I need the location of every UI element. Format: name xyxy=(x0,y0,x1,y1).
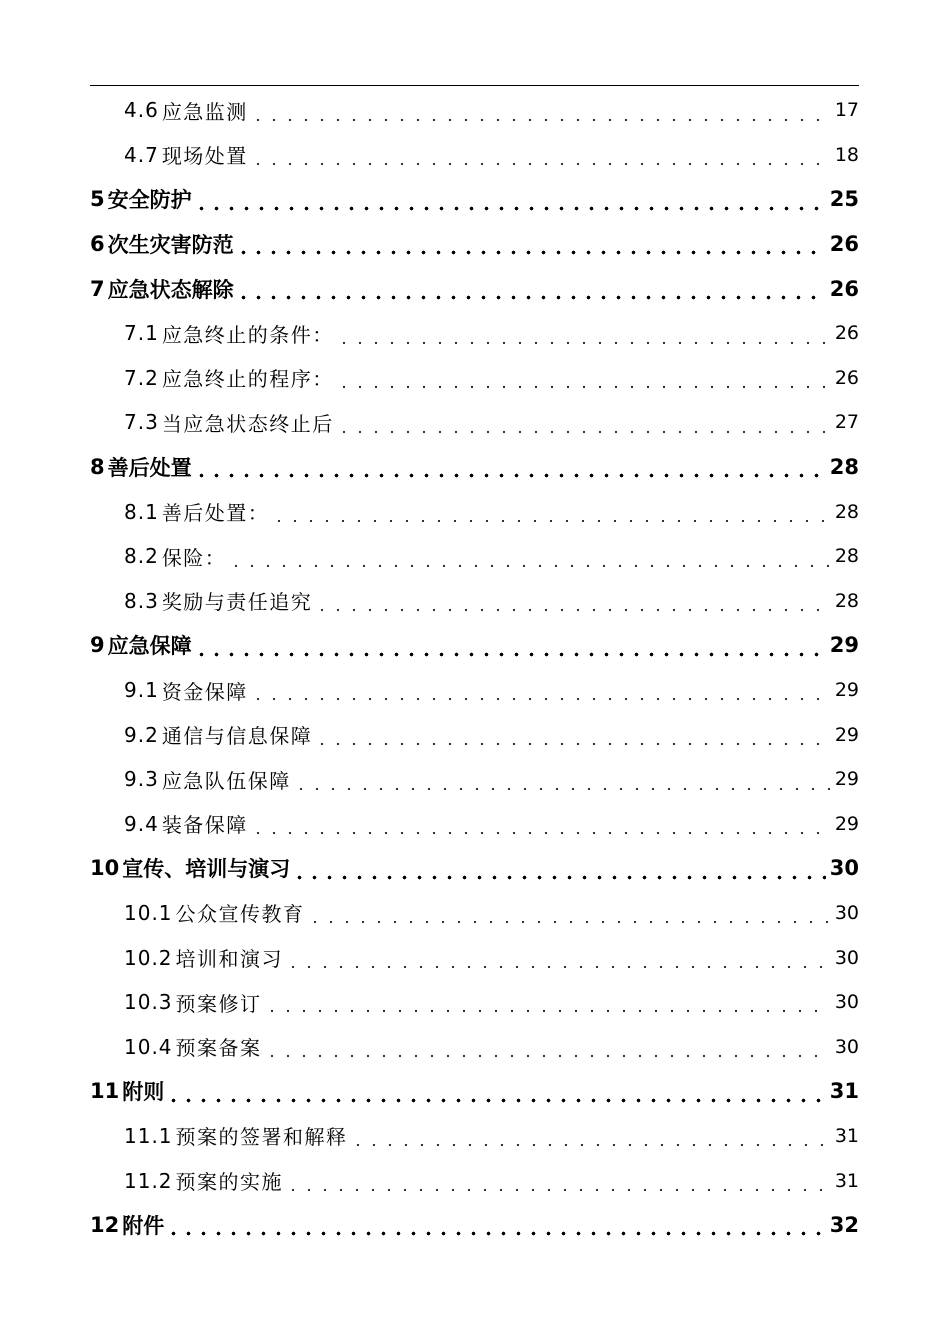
toc-dot-leader xyxy=(250,146,831,166)
toc-entry-page-number: 30 xyxy=(834,946,859,969)
toc-dot-leader xyxy=(336,325,831,345)
toc-dot-leader xyxy=(292,860,826,880)
toc-entry-number: 11.2 xyxy=(124,1168,173,1193)
toc-entry-number: 9.4 xyxy=(124,811,159,836)
toc-entry-title: 安全防护 xyxy=(107,188,192,213)
toc-entry-title: 预案修订 xyxy=(175,991,262,1016)
toc-entry-number: 12 xyxy=(90,1213,120,1238)
toc-entry-page-number: 30 xyxy=(834,991,859,1014)
toc-entry-title: 附则 xyxy=(122,1080,165,1105)
toc-entry-page-number: 29 xyxy=(829,633,859,658)
toc-entry[interactable] xyxy=(90,846,859,891)
toc-entry-number: 7 xyxy=(90,276,105,301)
toc-entry-title: 当应急状态终止后 xyxy=(161,411,334,436)
toc-entry-page-number: 28 xyxy=(834,500,859,523)
toc-entry[interactable] xyxy=(90,356,859,401)
toc-entry[interactable] xyxy=(90,400,859,445)
toc-entry-number: 7.1 xyxy=(124,321,159,346)
toc-entry-number: 4.6 xyxy=(124,98,159,123)
toc-dot-leader xyxy=(194,637,826,657)
toc-entry-number: 8 xyxy=(90,455,105,480)
toc-entry-title: 次生灾害防范 xyxy=(107,233,234,258)
toc-dot-leader xyxy=(264,993,831,1013)
toc-entry[interactable] xyxy=(90,222,859,267)
toc-entry-page-number: 31 xyxy=(834,1124,859,1147)
toc-entry-title: 应急队伍保障 xyxy=(161,768,291,793)
toc-entry-number: 4.7 xyxy=(124,142,159,167)
toc-entry-number: 10.3 xyxy=(124,990,173,1015)
toc-dot-leader xyxy=(228,548,831,568)
toc-entry-title: 预案的实施 xyxy=(175,1170,284,1195)
toc-entry-title: 通信与信息保障 xyxy=(161,724,313,749)
toc-entry-title: 培训和演习 xyxy=(175,947,284,972)
toc-entry-title: 保险： xyxy=(161,545,227,570)
toc-entry-page-number: 32 xyxy=(829,1213,859,1238)
toc-entry-page-number: 29 xyxy=(834,679,859,702)
toc-entry-number: 7.2 xyxy=(124,365,159,390)
toc-dot-leader xyxy=(336,414,831,434)
toc-entry[interactable] xyxy=(90,712,859,757)
toc-entry-number: 8.3 xyxy=(124,588,159,613)
toc-entry-page-number: 26 xyxy=(834,366,859,389)
toc-dot-leader xyxy=(250,102,831,122)
toc-dot-leader xyxy=(314,726,831,746)
toc-entry-page-number: 29 xyxy=(834,812,859,835)
toc-dot-leader xyxy=(285,949,831,969)
toc-dot-leader xyxy=(271,503,831,523)
toc-entry-number: 10.1 xyxy=(124,900,173,925)
toc-dot-leader xyxy=(250,815,831,835)
toc-entry[interactable] xyxy=(90,266,859,311)
toc-entry-page-number: 26 xyxy=(834,322,859,345)
toc-dot-leader xyxy=(336,369,831,389)
toc-dot-leader xyxy=(236,235,826,255)
toc-entry-number: 8.2 xyxy=(124,544,159,569)
toc-entry-number: 5 xyxy=(90,187,105,212)
toc-entry-page-number: 26 xyxy=(829,276,859,301)
toc-entry-page-number: 30 xyxy=(834,1035,859,1058)
toc-entry-number: 9 xyxy=(90,633,105,658)
toc-entry[interactable] xyxy=(90,1203,859,1248)
toc-dot-leader xyxy=(194,458,826,478)
toc-entry[interactable] xyxy=(90,88,859,133)
toc-entry-title: 应急终止的条件： xyxy=(161,322,334,347)
toc-dot-leader xyxy=(166,1083,826,1103)
toc-entry-number: 11.1 xyxy=(124,1123,173,1148)
toc-entry-number: 10.2 xyxy=(124,945,173,970)
toc-entry-number: 10.4 xyxy=(124,1034,173,1059)
toc-entry-title: 应急监测 xyxy=(161,99,248,124)
toc-entry-number: 6 xyxy=(90,232,105,257)
toc-dot-leader xyxy=(166,1216,826,1236)
toc-dot-leader xyxy=(293,771,831,791)
toc-entry-page-number: 31 xyxy=(829,1079,859,1104)
toc-entry[interactable] xyxy=(90,668,859,713)
toc-entry-title: 现场处置 xyxy=(161,144,248,169)
toc-entry[interactable] xyxy=(90,1158,859,1203)
toc-entry-number: 9.3 xyxy=(124,767,159,792)
toc-entry-number: 8.1 xyxy=(124,499,159,524)
toc-entry-number: 9.2 xyxy=(124,722,159,747)
toc-entry[interactable] xyxy=(90,980,859,1025)
toc-entry-page-number: 31 xyxy=(834,1169,859,1192)
toc-entry-title: 善后处置 xyxy=(107,456,192,481)
toc-entry-title: 公众宣传教育 xyxy=(175,902,305,927)
toc-entry[interactable] xyxy=(90,534,859,579)
toc-entry-title: 奖励与责任追究 xyxy=(161,590,313,615)
toc-dot-leader xyxy=(350,1127,831,1147)
toc-entry[interactable] xyxy=(90,802,859,847)
toc-entry-page-number: 28 xyxy=(834,589,859,612)
toc-entry-page-number: 30 xyxy=(829,856,859,881)
toc-entry-page-number: 29 xyxy=(834,768,859,791)
toc-dot-leader xyxy=(285,1172,831,1192)
toc-entry-number: 9.1 xyxy=(124,678,159,703)
toc-entry-title: 附件 xyxy=(122,1214,165,1239)
toc-entry-page-number: 18 xyxy=(834,143,859,166)
toc-entry-title: 装备保障 xyxy=(161,813,248,838)
toc-entry[interactable] xyxy=(90,757,859,802)
toc-entry[interactable] xyxy=(90,623,859,668)
header-rule xyxy=(90,85,859,86)
toc-dot-leader xyxy=(250,681,831,701)
toc-entry-page-number: 27 xyxy=(834,411,859,434)
toc-entry-title: 应急终止的程序： xyxy=(161,367,334,392)
toc-dot-leader xyxy=(236,280,826,300)
toc-entry-page-number: 29 xyxy=(834,723,859,746)
table-of-contents xyxy=(90,88,859,1247)
toc-entry-number: 10 xyxy=(90,856,120,881)
toc-entry-page-number: 28 xyxy=(829,455,859,480)
toc-entry[interactable] xyxy=(90,891,859,936)
toc-entry-page-number: 28 xyxy=(834,545,859,568)
toc-dot-leader xyxy=(314,592,831,612)
toc-entry[interactable] xyxy=(90,489,859,534)
toc-entry[interactable] xyxy=(90,133,859,178)
toc-entry[interactable] xyxy=(90,1024,859,1069)
toc-entry-title: 预案的签署和解释 xyxy=(175,1125,348,1150)
toc-entry-title: 宣传、培训与演习 xyxy=(122,857,291,882)
toc-entry[interactable] xyxy=(90,177,859,222)
toc-entry-page-number: 17 xyxy=(834,99,859,122)
toc-dot-leader xyxy=(194,191,826,211)
toc-entry-title: 预案备案 xyxy=(175,1036,262,1061)
toc-entry-title: 资金保障 xyxy=(161,679,248,704)
toc-dot-leader xyxy=(264,1038,831,1058)
toc-entry-number: 11 xyxy=(90,1079,120,1104)
toc-entry-title: 应急状态解除 xyxy=(107,277,234,302)
toc-entry-page-number: 30 xyxy=(834,901,859,924)
toc-entry[interactable] xyxy=(90,445,859,490)
toc-entry-title: 善后处置： xyxy=(161,501,270,526)
toc-entry[interactable] xyxy=(90,1069,859,1114)
toc-entry-page-number: 26 xyxy=(829,232,859,257)
toc-entry[interactable] xyxy=(90,579,859,624)
toc-entry-title: 应急保障 xyxy=(107,634,192,659)
toc-dot-leader xyxy=(307,904,831,924)
toc-entry-page-number: 25 xyxy=(829,187,859,212)
toc-entry[interactable] xyxy=(90,311,859,356)
toc-entry[interactable] xyxy=(90,935,859,980)
toc-entry-number: 7.3 xyxy=(124,410,159,435)
toc-entry[interactable] xyxy=(90,1114,859,1159)
